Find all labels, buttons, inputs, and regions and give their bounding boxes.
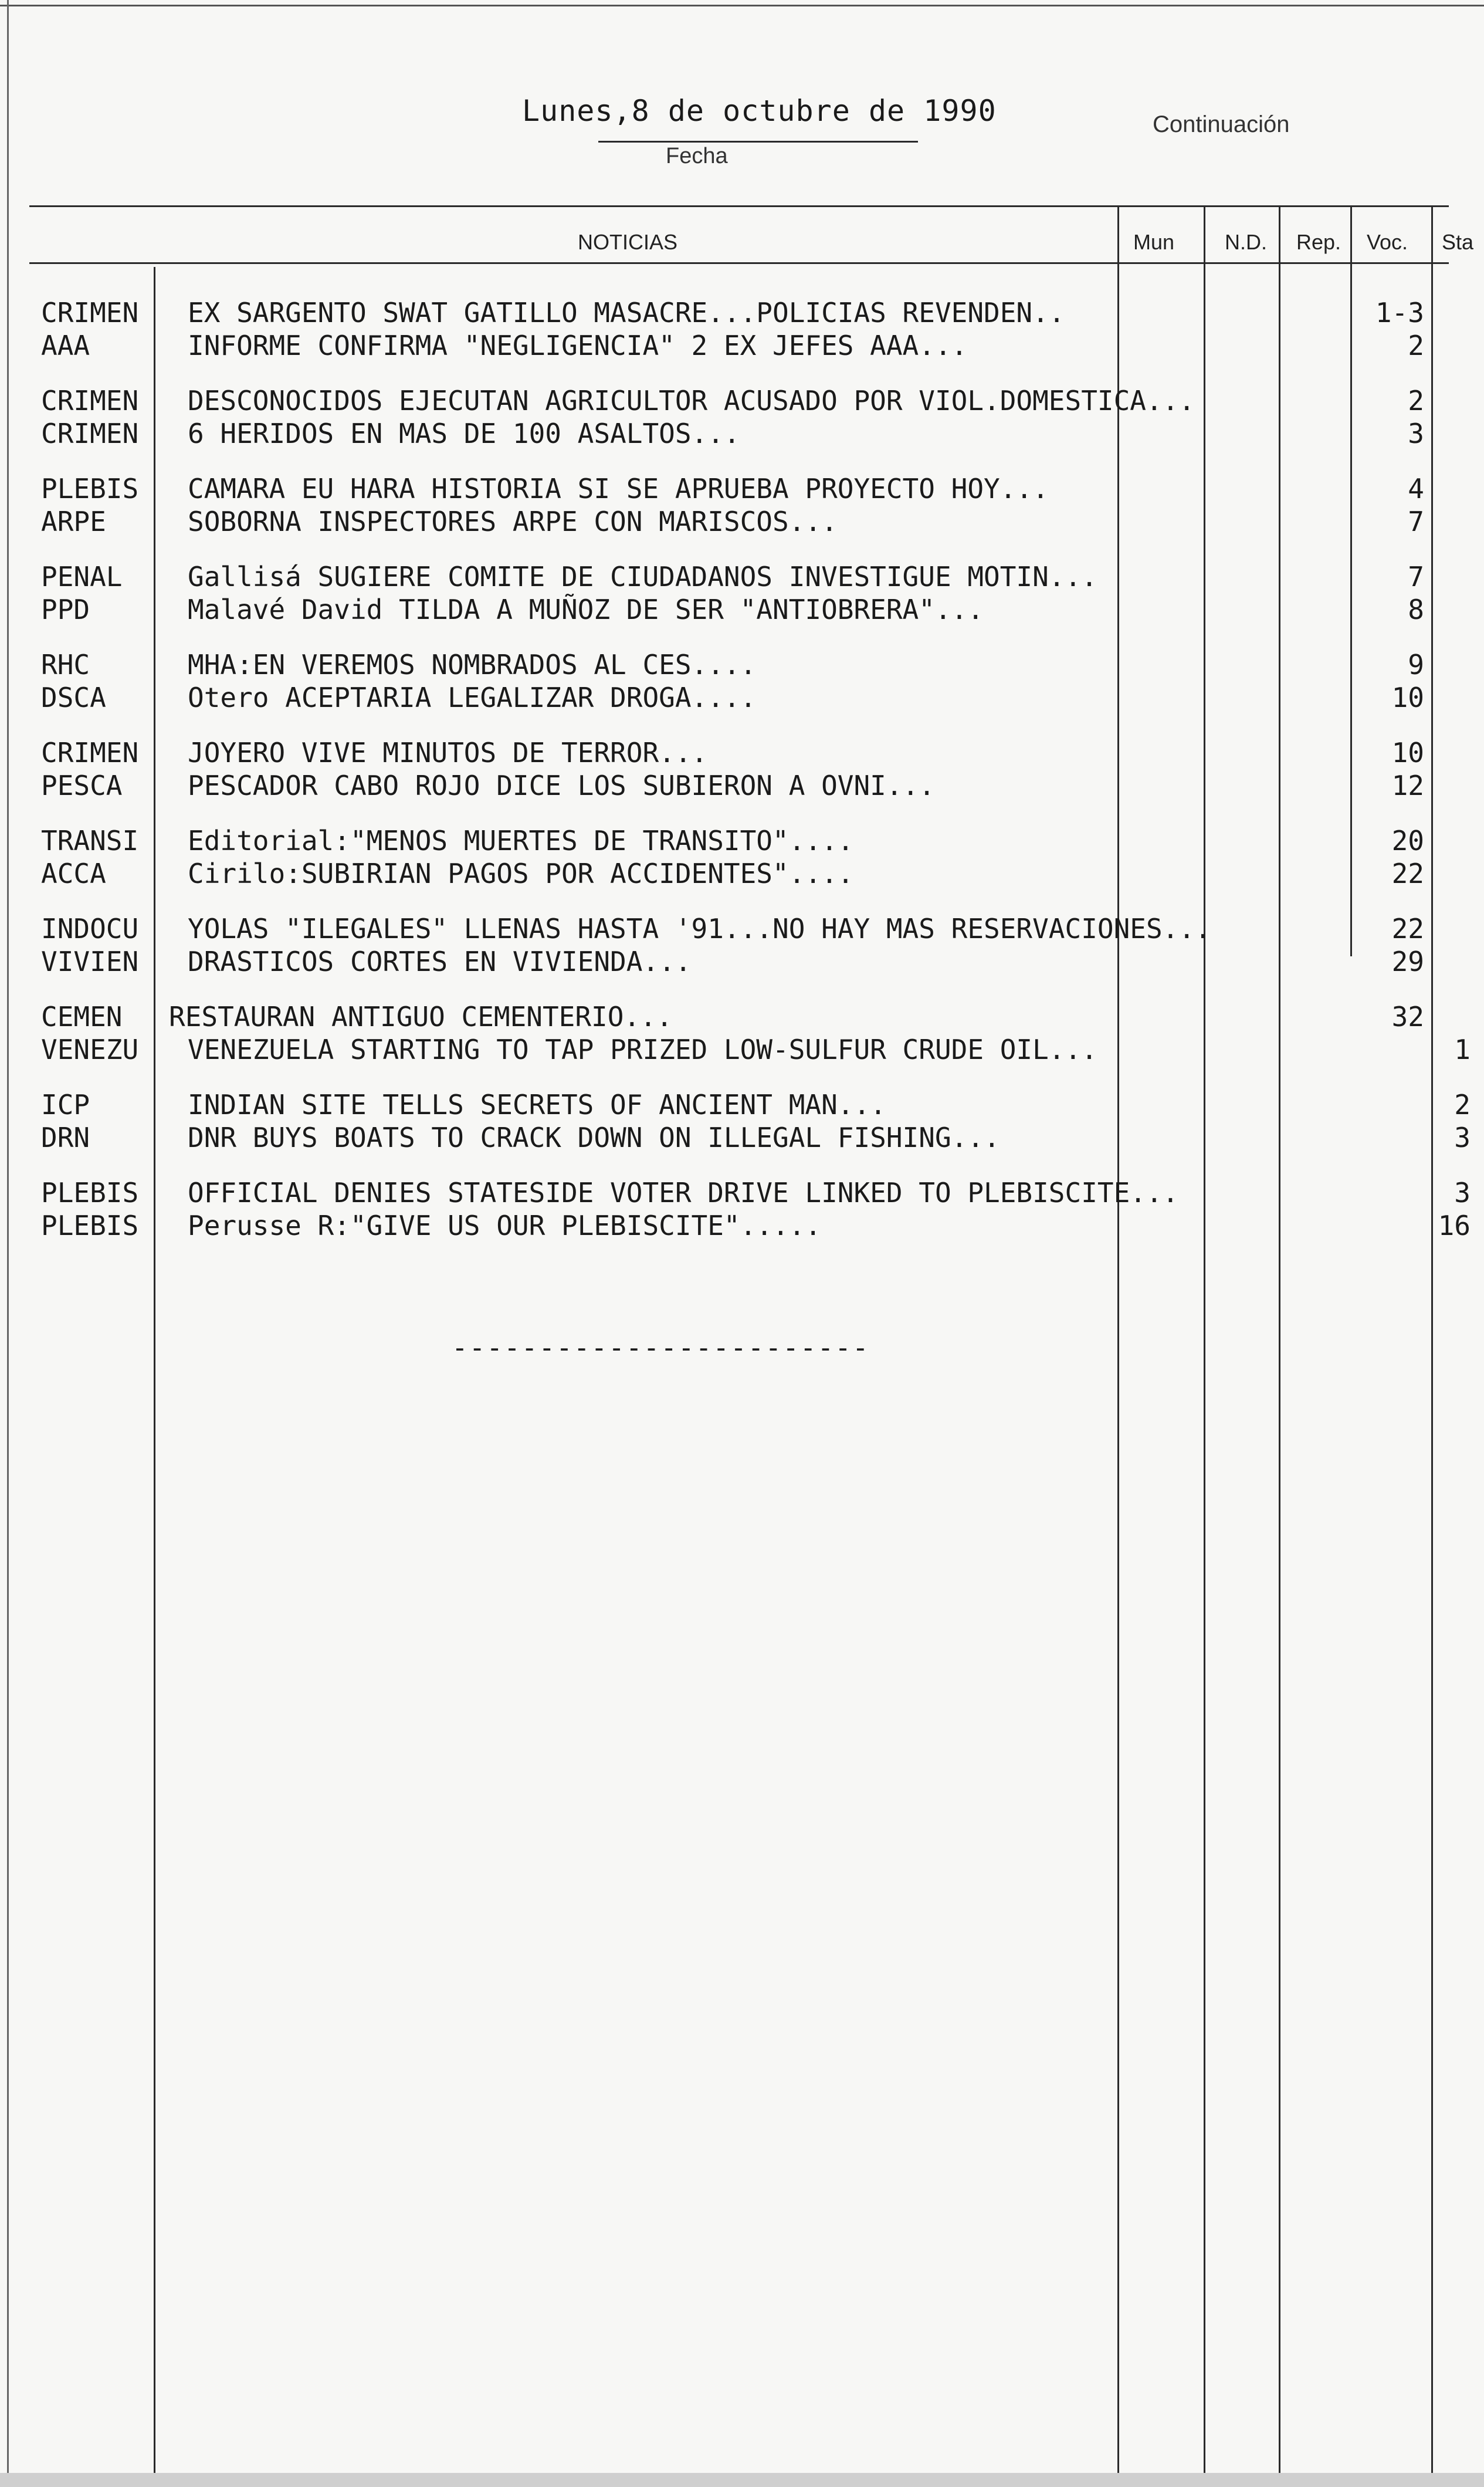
row-voc-page: 2 [1408, 385, 1424, 417]
row-headline: EX SARGENTO SWAT GATILLO MASACRE...POLICIAS REVENDEN.. [188, 297, 1065, 329]
row-section-code: RHC [41, 649, 90, 681]
row-headline: SOBORNA INSPECTORES ARPE CON MARISCOS... [188, 506, 838, 537]
table-header-bottom-rule [29, 262, 1449, 264]
table-row [0, 1176, 1484, 1209]
row-section-code: AAA [41, 330, 90, 361]
row-voc-page: 12 [1391, 770, 1424, 801]
table-row [0, 648, 1484, 681]
col-rule-mun-right [1204, 205, 1205, 2473]
continuation-label: Continuación [1153, 111, 1290, 137]
row-sta-page: 16 [1438, 1210, 1471, 1241]
row-voc-page: 10 [1391, 682, 1424, 713]
row-section-code: PPD [41, 594, 90, 625]
row-voc-page: 2 [1408, 330, 1424, 361]
separator-line: ------------------------ [452, 1332, 870, 1363]
row-headline: YOLAS "ILEGALES" LLENAS HASTA '91...NO HAY MAS RESERVACIONES... [188, 913, 1211, 945]
row-headline: DRASTICOS CORTES EN VIVIENDA... [188, 946, 692, 977]
row-section-code: DRN [41, 1122, 90, 1153]
row-headline: VENEZUELA STARTING TO TAP PRIZED LOW-SULFUR CRUDE OIL... [188, 1034, 1097, 1065]
table-row [0, 384, 1484, 417]
row-section-code: PENAL [41, 561, 123, 593]
row-voc-page: 3 [1408, 418, 1424, 449]
date-caption: Fecha [666, 144, 728, 168]
row-headline: Cirilo:SUBIRIAN PAGOS POR ACCIDENTES".... [188, 858, 854, 889]
row-section-code: CRIMEN [41, 418, 139, 449]
table-row [0, 560, 1484, 593]
page-left-edge [7, 0, 9, 2487]
row-section-code: CRIMEN [41, 385, 139, 417]
row-voc-page: 29 [1391, 946, 1424, 977]
date-underline [598, 141, 918, 143]
row-headline: RESTAURAN ANTIGUO CEMENTERIO... [169, 1001, 673, 1033]
row-headline: Otero ACEPTARIA LEGALIZAR DROGA.... [188, 682, 757, 713]
row-voc-page: 9 [1408, 649, 1424, 681]
row-section-code: CRIMEN [41, 737, 139, 769]
row-headline: OFFICIAL DENIES STATESIDE VOTER DRIVE LINKED TO PLEBISCITE... [188, 1177, 1179, 1209]
row-section-code: VIVIEN [41, 946, 139, 977]
table-row [0, 296, 1484, 329]
table-row [0, 824, 1484, 857]
col-header-nd: N.D. [1225, 230, 1267, 254]
col-header-rep: Rep. [1296, 230, 1341, 254]
table-row [0, 329, 1484, 362]
table-row [0, 505, 1484, 538]
row-headline: PESCADOR CABO ROJO DICE LOS SUBIERON A OVNI... [188, 770, 935, 801]
row-headline: DNR BUYS BOATS TO CRACK DOWN ON ILLEGAL FISHING... [188, 1122, 1000, 1153]
row-section-code: TRANSI [41, 825, 139, 857]
row-section-code: PESCA [41, 770, 123, 801]
row-voc-page: 22 [1391, 913, 1424, 945]
col-header-voc: Voc. [1367, 230, 1408, 254]
table-row [0, 1000, 1484, 1033]
row-voc-page: 8 [1408, 594, 1424, 625]
row-sta-page: 3 [1454, 1122, 1471, 1153]
page-top-edge [0, 5, 1484, 6]
row-sta-page: 2 [1454, 1089, 1471, 1121]
row-voc-page: 22 [1391, 858, 1424, 889]
row-voc-page: 32 [1391, 1001, 1424, 1033]
row-headline: INDIAN SITE TELLS SECRETS OF ANCIENT MAN... [188, 1089, 886, 1121]
row-sta-page: 1 [1454, 1034, 1471, 1065]
row-sta-page: 3 [1454, 1177, 1471, 1209]
row-headline: Perusse R:"GIVE US OUR PLEBISCITE"..... [188, 1210, 822, 1241]
row-headline: Malavé David TILDA A MUÑOZ DE SER "ANTIOBRERA"... [188, 594, 984, 625]
table-row [0, 857, 1484, 890]
col-rule-mun-left [1117, 205, 1119, 2473]
row-section-code: ICP [41, 1089, 90, 1121]
row-section-code: VENEZU [41, 1034, 139, 1065]
row-section-code: PLEBIS [41, 1210, 139, 1241]
row-section-code: CRIMEN [41, 297, 139, 329]
table-row [0, 736, 1484, 769]
table-row [0, 769, 1484, 802]
row-section-code: ARPE [41, 506, 106, 537]
table-row [0, 945, 1484, 978]
row-section-code: PLEBIS [41, 1177, 139, 1209]
table-row [0, 1121, 1484, 1154]
row-headline: CAMARA EU HARA HISTORIA SI SE APRUEBA PROYECTO HOY... [188, 473, 1049, 505]
row-headline: MHA:EN VEREMOS NOMBRADOS AL CES.... [188, 649, 757, 681]
row-headline: DESCONOCIDOS EJECUTAN AGRICULTOR ACUSADO POR VIOL.DOMESTICA... [188, 385, 1195, 417]
col-rule-voc-right [1431, 205, 1433, 2473]
col-header-sta: Sta [1442, 230, 1474, 254]
row-section-code: PLEBIS [41, 473, 139, 505]
row-headline: Editorial:"MENOS MUERTES DE TRANSITO".... [188, 825, 854, 857]
col-header-noticias: NOTICIAS [578, 230, 678, 254]
row-section-code: ACCA [41, 858, 106, 889]
date-text: Lunes,8 de octubre de 1990 [522, 94, 997, 128]
row-voc-page: 7 [1408, 561, 1424, 593]
row-voc-page: 20 [1391, 825, 1424, 857]
table-row [0, 593, 1484, 626]
row-headline: 6 HERIDOS EN MAS DE 100 ASALTOS... [188, 418, 740, 449]
table-row [0, 472, 1484, 505]
table-row [0, 912, 1484, 945]
table-row [0, 1088, 1484, 1121]
table-row [0, 1033, 1484, 1066]
table-row [0, 1209, 1484, 1242]
page-bottom-shadow [0, 2473, 1484, 2487]
table-top-rule [29, 205, 1449, 207]
row-voc-page: 7 [1408, 506, 1424, 537]
row-headline: INFORME CONFIRMA "NEGLIGENCIA" 2 EX JEFES AAA... [188, 330, 968, 361]
row-section-code: DSCA [41, 682, 106, 713]
table-row [0, 417, 1484, 450]
row-headline: Gallisá SUGIERE COMITE DE CIUDADANOS INVESTIGUE MOTIN... [188, 561, 1097, 593]
row-section-code: CEMEN [41, 1001, 123, 1033]
row-voc-page: 1-3 [1375, 297, 1424, 329]
row-voc-page: 4 [1408, 473, 1424, 505]
col-header-mun: Mun [1133, 230, 1175, 254]
table-row [0, 681, 1484, 714]
row-voc-page: 10 [1391, 737, 1424, 769]
col-rule-nd-right [1279, 205, 1280, 2473]
row-headline: JOYERO VIVE MINUTOS DE TERROR... [188, 737, 708, 769]
row-section-code: INDOCU [41, 913, 139, 945]
